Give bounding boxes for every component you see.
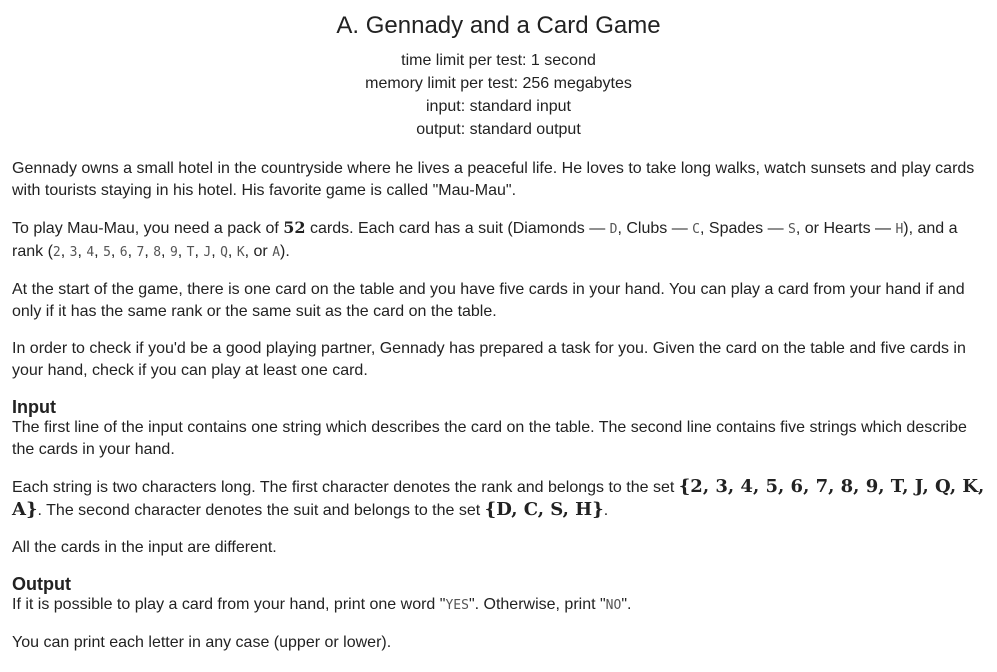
text-fragment: Each string is two characters long. The first character denotes the rank and belongs to the set bbox=[12, 479, 679, 496]
legend-paragraph-2 bbox=[12, 217, 985, 264]
suit-code-d: D bbox=[609, 222, 618, 237]
input-section-title: Input bbox=[12, 397, 56, 417]
text-fragment: . bbox=[603, 502, 609, 519]
output-file: output: standard output bbox=[416, 121, 581, 138]
answer-no: NO bbox=[605, 598, 622, 613]
rank-code: J bbox=[203, 245, 212, 260]
suit-code-s: S bbox=[788, 222, 796, 237]
legend-paragraph-3: At the start of the game, there is one card on the table and you have five cards in your hand. You can play a card from your hand if and only if it has the same rank or the same suit as the card on the table. bbox=[12, 281, 965, 320]
rank-code: 9 bbox=[169, 245, 178, 260]
legend-paragraph-4: In order to check if you'd be a good playing partner, Gennady has prepared a task for you. Given the card on the table and five cards in your hand, check if you can play at least one card. bbox=[12, 340, 966, 379]
rank-code: 3 bbox=[69, 245, 78, 260]
text-fragment: If it is possible to play a card from your hand, print one word " bbox=[12, 596, 446, 613]
separator: , bbox=[77, 243, 87, 260]
separator: , bbox=[110, 243, 120, 260]
text-fragment: ), and a rank ( bbox=[12, 220, 958, 260]
text-fragment: , Spades — bbox=[700, 220, 789, 237]
problem-title: A. Gennady and a Card Game bbox=[336, 12, 661, 39]
separator: , bbox=[211, 243, 221, 260]
rank-code: Q bbox=[220, 245, 228, 260]
text-fragment: ). bbox=[280, 243, 290, 260]
legend-paragraph-1: Gennady owns a small hotel in the countryside where he lives a peaceful life. He loves to take long walks, watch sunsets and play cards with tourists staying in his hotel. His favorite game is called "Mau-Mau". bbox=[12, 160, 975, 199]
output-paragraph-1 bbox=[12, 594, 985, 617]
text-fragment: cards. Each card has a suit (Diamonds — bbox=[305, 220, 610, 237]
answer-yes: YES bbox=[445, 598, 469, 613]
text-fragment: ". bbox=[621, 596, 632, 613]
rank-code: 4 bbox=[86, 245, 95, 260]
separator: , or bbox=[244, 243, 273, 260]
separator: , bbox=[94, 243, 104, 260]
separator: , bbox=[227, 243, 237, 260]
separator: , bbox=[144, 243, 154, 260]
problem-statement bbox=[12, 158, 985, 654]
text-fragment: , Clubs — bbox=[617, 220, 693, 237]
text-fragment: To play Mau-Mau, you need a pack of bbox=[12, 220, 284, 237]
rank-code: 2 bbox=[52, 245, 61, 260]
input-file: input: standard input bbox=[426, 98, 571, 115]
time-limit: time limit per test: 1 second bbox=[401, 52, 596, 69]
separator: , bbox=[161, 243, 170, 260]
input-paragraph-3: All the cards in the input are different. bbox=[12, 539, 277, 556]
input-paragraph-1: The first line of the input contains one string which describes the card on the table. The second line contains five strings which describe the cards in your hand. bbox=[12, 419, 967, 458]
output-paragraph-2: You can print each letter in any case (upper or lower). bbox=[12, 634, 392, 651]
text-fragment: . The second character denotes the suit and belongs to the set bbox=[37, 502, 485, 519]
rank-code: T bbox=[186, 245, 195, 260]
math-52: 52 bbox=[283, 218, 306, 237]
text-fragment: , or Hearts — bbox=[795, 220, 896, 237]
separator: , bbox=[127, 243, 137, 260]
input-paragraph-2 bbox=[12, 476, 985, 522]
memory-limit: memory limit per test: 256 megabytes bbox=[365, 75, 632, 92]
rank-code: 5 bbox=[103, 245, 111, 260]
separator: , bbox=[60, 243, 70, 260]
rank-code: 7 bbox=[136, 245, 145, 260]
suit-code-h: H bbox=[895, 222, 904, 237]
suit-code-c: C bbox=[692, 222, 700, 237]
rank-code: A bbox=[272, 245, 281, 260]
rank-code: K bbox=[236, 245, 245, 260]
separator: , bbox=[194, 243, 204, 260]
output-section-title: Output bbox=[12, 574, 71, 594]
rank-code: 6 bbox=[119, 245, 128, 260]
text-fragment: ". Otherwise, print " bbox=[468, 596, 606, 613]
problem-header bbox=[12, 0, 985, 141]
suit-set: {D, C, S, H} bbox=[484, 499, 604, 520]
rank-set: {2, 3, 4, 5, 6, 7, 8, 9, T, J, Q, K, A} bbox=[12, 476, 985, 520]
separator: , bbox=[177, 243, 187, 260]
rank-code: 8 bbox=[153, 245, 162, 260]
